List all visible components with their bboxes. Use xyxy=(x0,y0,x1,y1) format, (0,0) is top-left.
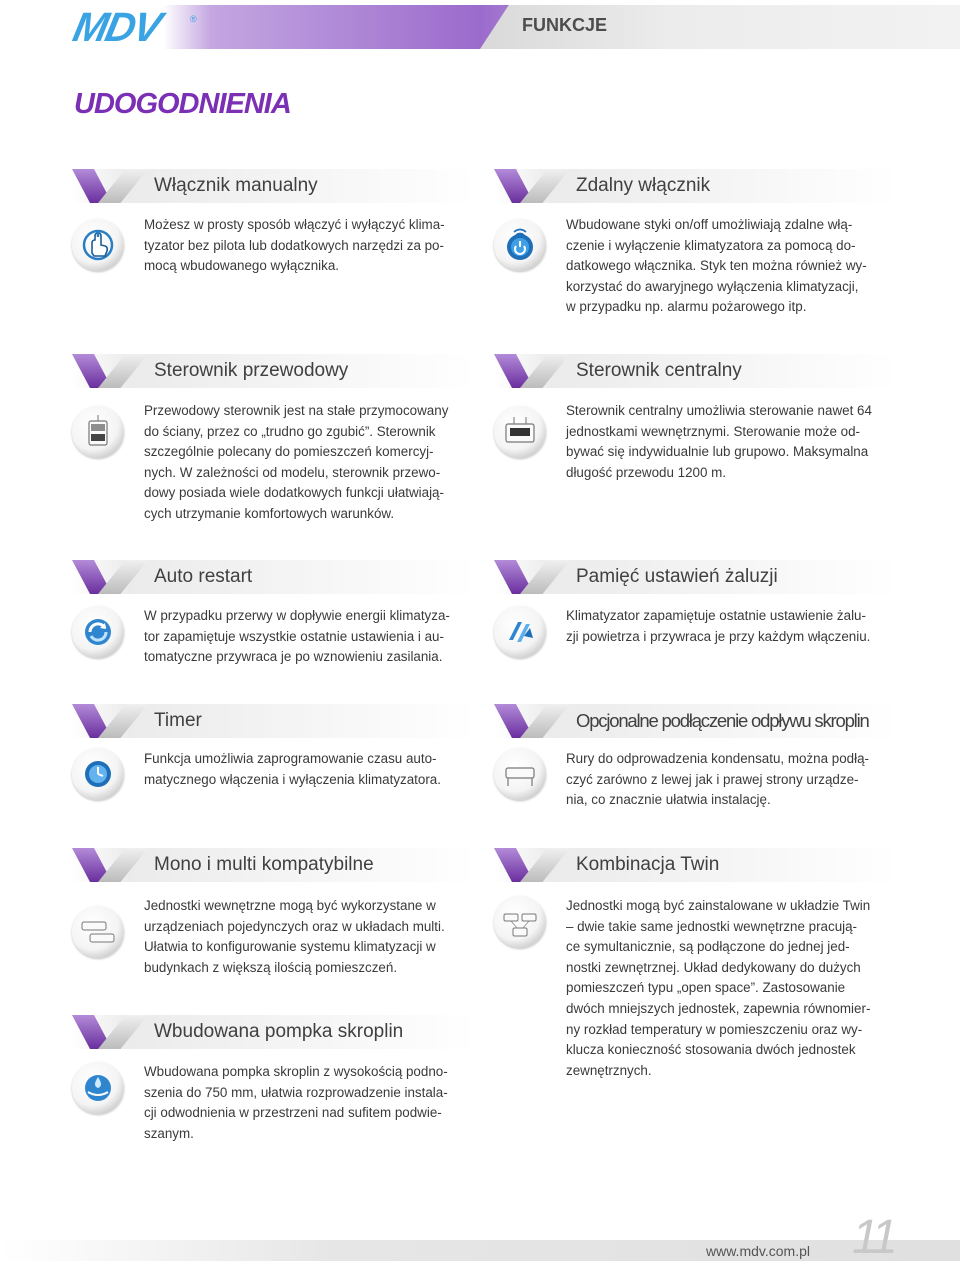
feature-description: Klimatyzator zapamiętuje ostatnie ustawienie żalu- zji powietrza i przywraca je przy każdym włączeniu. xyxy=(566,608,871,644)
remote-switch-icon xyxy=(494,219,546,271)
feature-title: Auto restart xyxy=(154,566,253,587)
auto-restart-icon xyxy=(72,606,124,658)
feature-mono-multi xyxy=(72,848,482,975)
feature-remote-switch xyxy=(494,169,904,315)
feature-title: Sterownik przewodowy xyxy=(154,360,349,381)
feature-description: Funkcja umożliwia zaprogramowanie czasu auto- matycznego włączenia i wyłączenia klimatyzatora. xyxy=(144,751,441,787)
feature-central-controller xyxy=(494,354,904,480)
louver-memory-icon xyxy=(494,606,546,658)
footer-bar xyxy=(0,1240,960,1261)
feature-drain-connection xyxy=(494,704,904,808)
feature-header xyxy=(494,848,904,882)
page-number: 11 xyxy=(852,1211,894,1264)
feature-title: Pamięć ustawień żaluzji xyxy=(576,566,778,587)
feature-description: W przypadku przerwy w dopływie energii klimatyza- tor zapamiętuje wszystkie ostatnie ustawienia i au- tomatyczne przywraca je po wznowieniu zasilania. xyxy=(144,608,450,665)
feature-header xyxy=(72,354,482,388)
feature-header xyxy=(494,169,904,203)
feature-auto-restart xyxy=(72,560,482,665)
timer-icon xyxy=(72,748,124,800)
wired-controller-icon xyxy=(72,406,124,458)
feature-description: Jednostki mogą być zainstalowane w układzie Twin – dwie takie same jednostki wewnętrzne pracują- ce symultanicznie, są podłączone do jednej jed- nostki zewnętrznej. Układ dedykowany do dużych pomieszczeń typu „open space”. Zastosowanie dwóch mniejszych jednostek, zapewnia równomier- ny rozkład temperatury w pomieszczeniu oraz wy- klucza konieczność stosowania dwóch jednostek zewnętrznych. xyxy=(566,898,871,1078)
feature-title: Opcjonalne podłączenie odpływu skroplin xyxy=(576,710,869,731)
feature-condensate-pump xyxy=(72,1015,482,1141)
twin-combination-icon xyxy=(494,896,546,948)
feature-header xyxy=(494,354,904,388)
feature-wired-controller xyxy=(72,354,482,521)
feature-twin-combination xyxy=(494,848,904,1078)
feature-description: Jednostki wewnętrzne mogą być wykorzystane w urządzeniach pojedynczych oraz w układach multi. Ułatwia to konfigurowanie systemu klimatyzacji w budynkach z większą ilością pomieszczeń. xyxy=(144,898,445,975)
feature-title: Wbudowana pompka skroplin xyxy=(154,1021,404,1042)
footer-url: www.mdv.com.pl xyxy=(706,1243,810,1259)
feature-description: Sterownik centralny umożliwia sterowanie nawet 64 jednostkami wewnętrznymi. Sterowanie może od- bywać się indywidualnie lub grupowo. Maksymalna długość przewodu 1200 m. xyxy=(566,403,872,480)
mono-multi-icon xyxy=(72,906,124,958)
feature-header xyxy=(72,704,482,738)
feature-header xyxy=(72,848,482,882)
registered-mark: ® xyxy=(190,14,197,24)
feature-timer xyxy=(72,704,482,787)
feature-header xyxy=(72,169,482,203)
feature-louver-memory xyxy=(494,560,904,644)
feature-title: Sterownik centralny xyxy=(576,360,742,381)
feature-title: Zdalny włącznik xyxy=(576,175,711,196)
feature-description: Wbudowana pompka skroplin z wysokością podno- szenia do 750 mm, ułatwia rozprowadzenie instala- cji odwodnienia w przestrzeni nad sufitem podwie- szanym. xyxy=(144,1064,448,1141)
feature-description: Możesz w prosty sposób włączyć i wyłączyć klima- tyzator bez pilota lub dodatkowych narzędzi za po- mocą wbudowanego wyłącznika. xyxy=(144,217,445,274)
section-label: FUNKCJE xyxy=(522,15,608,35)
condensate-pump-icon xyxy=(72,1062,124,1114)
page-title: UDOGODNIENIA xyxy=(74,88,291,120)
feature-description: Przewodowy sterownik jest na stałe przymocowany do ściany, przez co „trudno go zgubić”. Sterownik szczególnie polecany do pomieszczeń komercyj- nych. W zależności od modelu, sterownik przewo- dowy posiada wiele dodatkowych funkcji ułatwiają- cych utrzymanie komfortowych warunków. xyxy=(144,403,449,521)
hand-power-icon xyxy=(72,219,124,271)
logo-wordmark: MDV xyxy=(69,4,165,50)
feature-header xyxy=(494,560,904,594)
drain-connection-icon xyxy=(494,748,546,800)
feature-description: Rury do odprowadzenia kondensatu, można podłą- czyć zarówno z lewej jak i prawej strony urządze- nia, co znacznie ułatwia instalację. xyxy=(566,751,869,808)
central-controller-icon xyxy=(494,406,546,458)
feature-manual-switch xyxy=(72,169,482,274)
mdv-logo xyxy=(69,4,214,50)
feature-title: Włącznik manualny xyxy=(154,175,318,196)
feature-description: Wbudowane styki on/off umożliwiają zdalne włą- czenie i wyłączenie klimatyzatora za pomocą do- datkowego włącznika. Styk ten można również wy- korzystać do awaryjnego wyłączenia klimatyzacji, w przypadku np. alarmu pożarowego itp. xyxy=(566,217,867,315)
feature-header xyxy=(72,560,482,594)
feature-title: Mono i multi kompatybilne xyxy=(154,854,374,875)
feature-title: Timer xyxy=(154,710,202,731)
feature-title: Kombinacja Twin xyxy=(576,854,720,875)
feature-header xyxy=(72,1015,482,1049)
feature-header xyxy=(494,704,904,738)
